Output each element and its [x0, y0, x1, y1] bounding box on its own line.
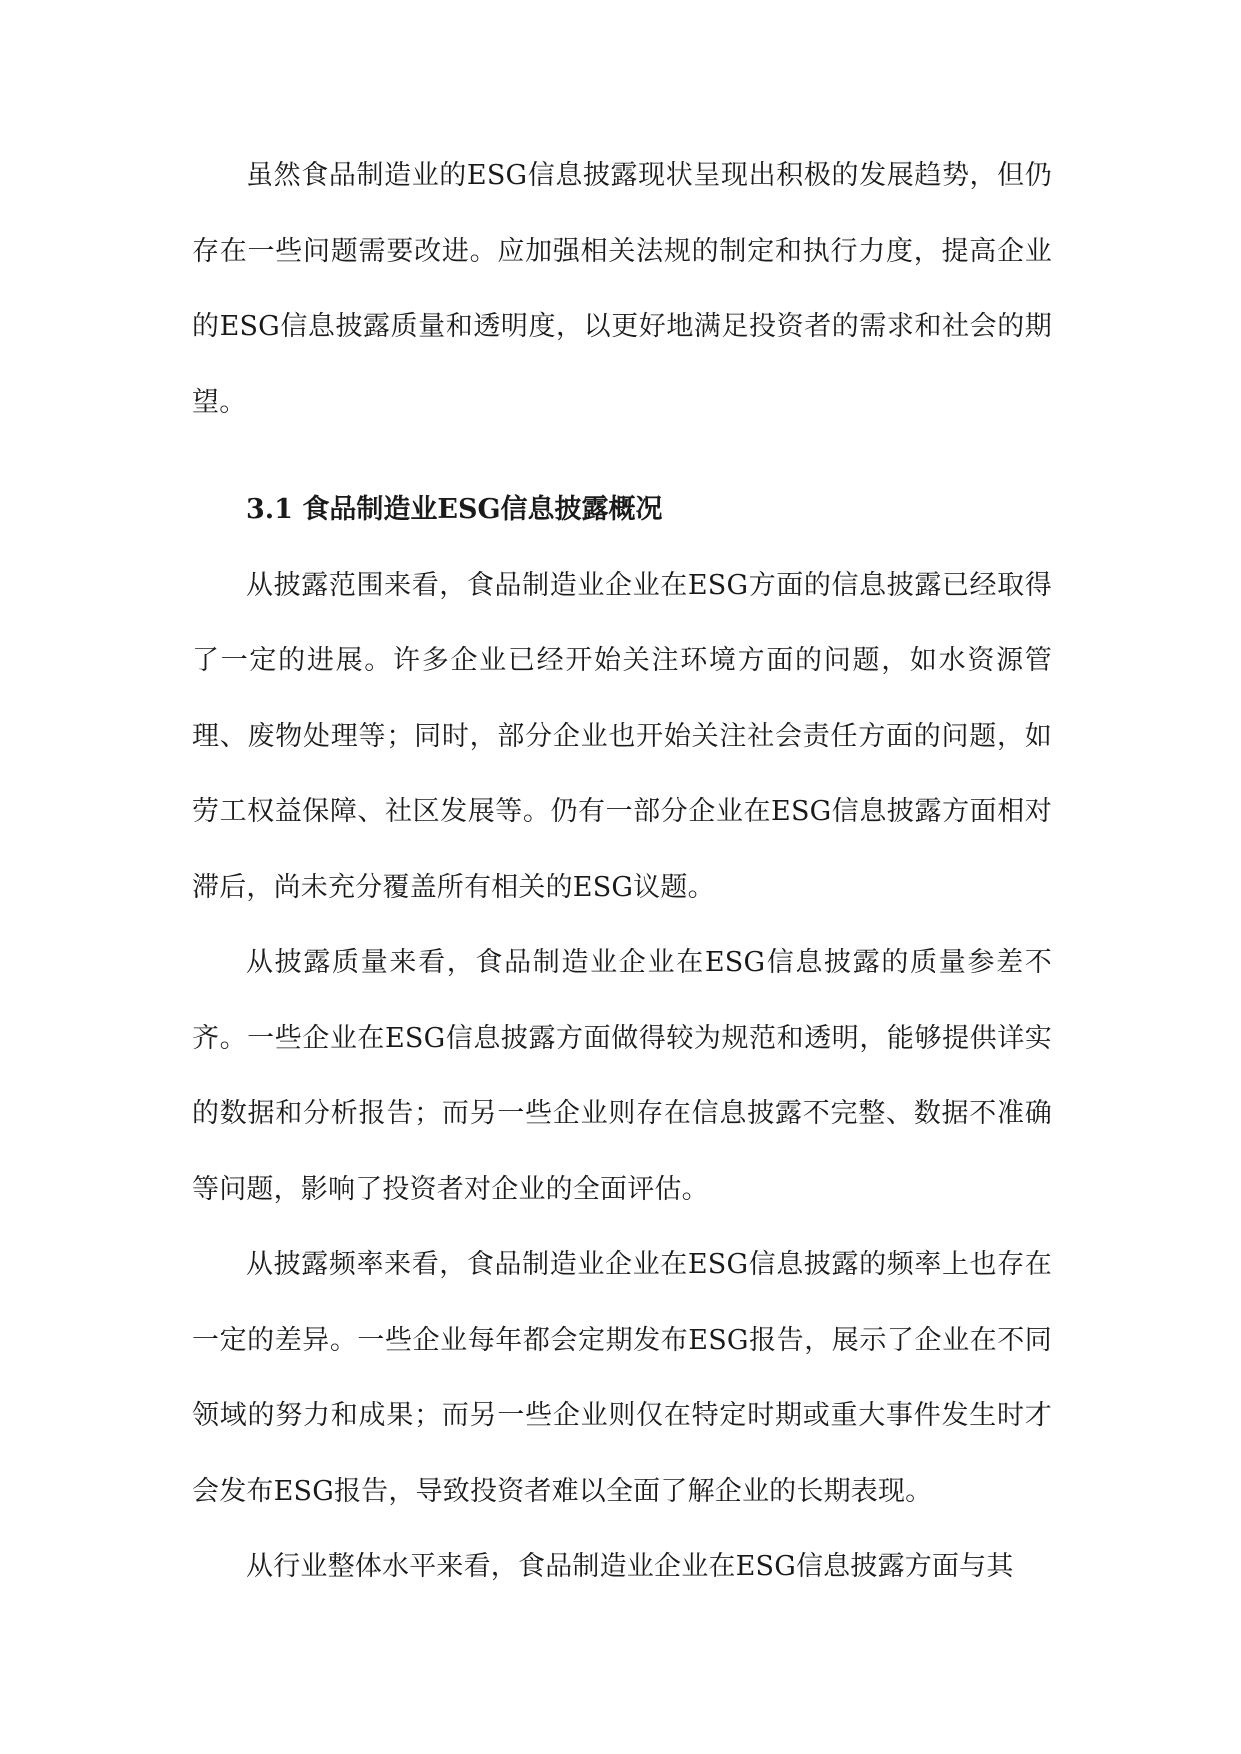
paragraph-industry-level: 从行业整体水平来看，食品制造业企业在ESG信息披露方面与其: [246, 1551, 1014, 1582]
section-heading: 3.1 食品制造业ESG信息披露概况: [246, 494, 663, 525]
paragraph-frequency: 从披露频率来看，食品制造业企业在ESG信息披露的频率上也存在一定的差异。一些企业每年都会定期发布ESG报告，展示了企业在不同领域的努力和成果；而另一些企业则仅在特定时期或重大事件发生时才会发布ESG报告，导致投资者难以全面了解企业的长期表现。: [192, 1249, 1052, 1507]
paragraph-quality: 从披露质量来看，食品制造业企业在ESG信息披露的质量参差不齐。一些企业在ESG信息披露方面做得较为规范和透明，能够提供详实的数据和分析报告；而另一些企业则存在信息披露不完整、数据不准确等问题，影响了投资者对企业的全面评估。: [192, 947, 1052, 1205]
document-body: [192, 138, 1052, 1605]
paragraph-scope: 从披露范围来看，食品制造业企业在ESG方面的信息披露已经取得了一定的进展。许多企业已经开始关注环境方面的问题，如水资源管理、废物处理等；同时，部分企业也开始关注社会责任方面的问题，如劳工权益保障、社区发展等。仍有一部分企业在ESG信息披露方面相对滞后，尚未充分覆盖所有相关的ESG议题。: [192, 569, 1052, 903]
intro-paragraph: 虽然食品制造业的ESG信息披露现状呈现出积极的发展趋势，但仍存在一些问题需要改进。应加强相关法规的制定和执行力度，提高企业的ESG信息披露质量和透明度，以更好地满足投资者的需求和社会的期望。: [192, 160, 1052, 418]
